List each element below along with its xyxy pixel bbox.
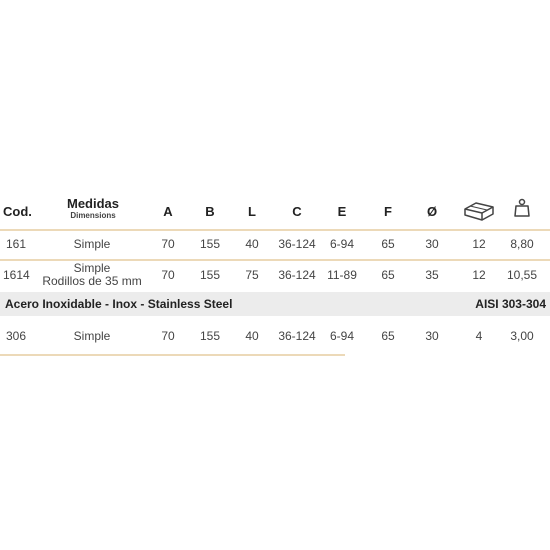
cell-qty: 12	[472, 237, 486, 251]
col-dimensions-label: Dimensions	[70, 211, 116, 220]
cell-kg: 10,55	[506, 268, 538, 282]
col-medidas-label: Medidas	[66, 196, 120, 211]
cell-cod: 1614	[3, 268, 30, 282]
cell-a: 70	[161, 237, 175, 251]
cell-desc: Simple	[73, 329, 111, 343]
cell-desc	[42, 262, 141, 288]
cell-qty: 12	[472, 268, 486, 282]
table-row	[0, 320, 550, 352]
col-a: A	[163, 204, 173, 219]
col-c: C	[292, 204, 302, 219]
section-title: Acero Inoxidable - Inox - Stainless Steel	[5, 297, 233, 311]
cell-o: 30	[425, 329, 439, 343]
cell-b: 155	[199, 268, 221, 282]
cell-desc: Simple	[73, 237, 111, 251]
cell-b: 155	[199, 329, 221, 343]
table-row	[0, 262, 550, 292]
col-medidas	[67, 196, 119, 220]
col-l: L	[248, 204, 256, 219]
cell-desc-line1: Simple	[73, 261, 111, 275]
cell-f: 65	[381, 268, 395, 282]
cell-l: 40	[245, 329, 259, 343]
cell-f: 65	[381, 329, 395, 343]
cell-e: 6-94	[329, 329, 355, 343]
cell-o: 30	[425, 237, 439, 251]
col-b: B	[205, 204, 215, 219]
col-e: E	[337, 204, 347, 219]
cell-kg: 3,00	[510, 329, 534, 343]
cell-e: 11-89	[327, 268, 357, 282]
cell-a: 70	[161, 268, 175, 282]
cell-l: 40	[245, 237, 259, 251]
row-divider	[0, 229, 550, 231]
table-row	[0, 232, 550, 260]
cell-a: 70	[161, 329, 175, 343]
cell-cod: 306	[6, 329, 27, 343]
cell-l: 75	[245, 268, 259, 282]
cell-c: 36-124	[278, 329, 316, 343]
col-o: Ø	[426, 204, 438, 219]
cell-o: 35	[425, 268, 439, 282]
cell-b: 155	[199, 237, 221, 251]
row-divider	[0, 354, 345, 356]
section-spec: AISI 303-304	[475, 297, 546, 311]
cell-c: 36-124	[278, 237, 316, 251]
col-cod: Cod.	[3, 204, 32, 219]
weight-icon	[513, 198, 531, 218]
box-icon	[462, 198, 496, 222]
cell-f: 65	[381, 237, 395, 251]
cell-c: 36-124	[278, 268, 316, 282]
cell-desc-line2: Rodillos de 35 mm	[42, 274, 142, 288]
cell-e: 6-94	[329, 237, 355, 251]
cell-kg: 8,80	[510, 237, 534, 251]
section-header	[0, 292, 550, 316]
table-header	[0, 192, 550, 232]
col-f: F	[384, 204, 392, 219]
cell-qty: 4	[475, 329, 483, 343]
cell-cod: 161	[6, 237, 27, 251]
